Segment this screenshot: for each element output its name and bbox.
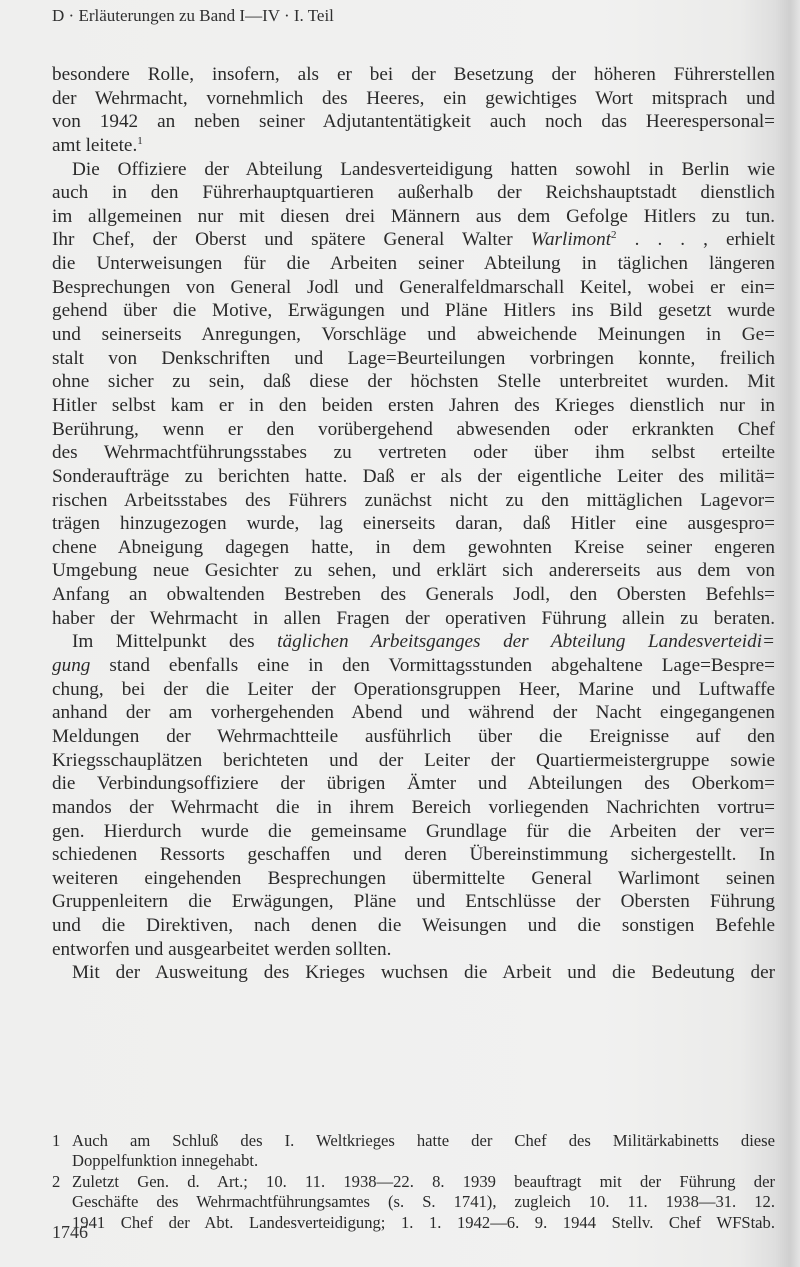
- text-line: haber der Wehrmacht in allen Fragen der operativen Führung allein zu beraten.: [52, 607, 775, 629]
- text-line: Gruppenleitern die Erwägungen, Pläne und Entschlüsse der Obersten Führung: [52, 891, 775, 913]
- text-line: Berührung, wenn er den vorübergehend abwesenden oder erkrankten Chef: [52, 418, 775, 440]
- text-line: gen. Hierdurch wurde die gemeinsame Grundlage für die Arbeiten der ver=: [52, 820, 775, 842]
- italic-phrase: täglichen Arbeitsganges der Abteilung Landesverteidi=: [277, 631, 775, 653]
- text-line: Die Offiziere der Abteilung Landesverteidigung hatten sowohl in Berlin wie: [72, 158, 775, 180]
- text-line: Mit der Ausweitung des Krieges wuchsen die Arbeit und die Bedeutung der: [72, 962, 775, 984]
- text-line: chung, bei der die Leiter der Operationsgruppen Heer, Marine und Luftwaffe: [52, 678, 775, 700]
- text-line: Besprechungen von General Jodl und Generalfeldmarschall Keitel, wobei er ein=: [52, 276, 775, 298]
- text-fragment: stand ebenfalls eine in den Vormittagsstunden abgehaltene Lage=Bespre=: [109, 655, 776, 677]
- text-line: weiteren eingehenden Besprechungen übermittelte General Warlimont seinen: [52, 867, 775, 889]
- text-line: die Verbindungsoffiziere der übrigen Ämter und Abteilungen des Oberkom=: [52, 773, 775, 795]
- text-line: anhand der am vorhergehenden Abend und während der Nacht eingegangenen: [52, 702, 775, 724]
- text-fragment: . . . , erhielt: [616, 229, 776, 251]
- text-line: trägen hinzugezogen wurde, lag einerseits daran, daß Hitler eine ausgespro=: [52, 513, 775, 535]
- footnote-1: [52, 1131, 775, 1172]
- text-line: entworfen und ausgearbeitet werden sollten.: [52, 938, 392, 960]
- paragraph: [52, 158, 775, 631]
- text-line: stalt von Denkschriften und Lage=Beurteilungen vorbringen konnte, freilich: [52, 347, 775, 369]
- text-line: rischen Arbeitsstabes des Führers zunächst nicht zu den mittäglichen Lagevor=: [52, 489, 775, 511]
- text-line: im allgemeinen nur mit diesen drei Männern aus dem Gefolge Hitlers zu tun.: [52, 205, 775, 227]
- footnote-line: 1941 Chef der Abt. Landesverteidigung; 1. 1. 1942—6. 9. 1944 Stellv. Chef WFStab.: [72, 1212, 775, 1232]
- text-line: und seinerseits Anregungen, Vorschläge und abweichende Meinungen in Ge=: [52, 324, 775, 346]
- footnote-line: Doppelfunktion innegehabt.: [72, 1151, 259, 1171]
- text-line: Umgebung neue Gesichter zu sehen, und erklärt sich andererseits aus dem von: [52, 560, 775, 582]
- text-line: gehend über die Motive, Erwägungen und Pläne Hitlers ins Bild gesetzt wurde: [52, 300, 775, 322]
- text-line: [52, 630, 775, 654]
- footnote-line: Geschäfte des Wehrmachtführungsamtes (s. S. 1741), zugleich 10. 11. 1938—31. 12.: [72, 1192, 775, 1212]
- paragraph: [52, 630, 775, 961]
- text-line: besondere Rolle, insofern, als er bei der Besetzung der höheren Führerstellen: [52, 64, 775, 85]
- text-line: der Wehrmacht, vornehmlich des Heeres, ein gewichtiges Wort mitsprach und: [52, 87, 775, 109]
- body-text: [52, 63, 775, 985]
- text-line: [52, 134, 775, 158]
- text-line: mandos der Wehrmacht die in ihrem Bereich vorliegenden Nachrichten vortru=: [52, 796, 775, 818]
- text-fragment: Ihr Chef, der Oberst und spätere General Walter: [52, 229, 513, 251]
- italic-phrase: gung: [52, 655, 91, 677]
- text-line: [52, 654, 775, 678]
- footnote-number: 1: [52, 1131, 61, 1150]
- footnote-ref[interactable]: 1: [137, 134, 143, 147]
- page-number: 1746: [52, 1222, 88, 1242]
- text-fragment: amt leitete.: [52, 134, 138, 156]
- text-line: Hitler selbst kam er in den beiden ersten Jahren des Krieges dienstlich nur in: [52, 394, 775, 416]
- footnote-2: [52, 1172, 775, 1233]
- text-line: schiedenen Ressorts geschaffen und deren Übereinstimmung sichergestellt. In: [52, 844, 775, 866]
- footnote-number: 2: [52, 1171, 61, 1191]
- paragraph: [52, 63, 775, 158]
- text-line: und die Direktiven, nach denen die Weisungen und die sonstigen Befehle: [52, 915, 775, 937]
- text-line: die Unterweisungen für die Arbeiten seiner Abteilung in täglichen längeren: [52, 253, 775, 275]
- running-head: D · Erläuterungen zu Band I—IV · I. Teil: [52, 6, 334, 25]
- text-line: von 1942 an neben seiner Adjutantentätigkeit auch noch das Heerespersonal=: [52, 111, 775, 133]
- italic-name: Warlimont: [530, 229, 612, 251]
- text-fragment: Im Mittelpunkt des: [72, 631, 255, 653]
- text-line: ohne sicher zu sein, daß diese der höchsten Stelle unterbreitet wurden. Mit: [52, 371, 775, 393]
- text-line: Kriegsschauplätzen berichteten und der Leiter der Quartiermeistergruppe sowie: [52, 749, 775, 771]
- text-line: Anfang an obwaltenden Bestreben des Generals Jodl, den Obersten Befehls=: [52, 584, 775, 606]
- footnote-line: Zuletzt Gen. d. Art.; 10. 11. 1938—22. 8. 1939 beauftragt mit der Führung der: [72, 1171, 775, 1191]
- text-line: des Wehrmachtführungsstabes zu vertreten oder über ihm selbst erteilte: [52, 442, 775, 464]
- text-line: [52, 228, 775, 252]
- footnote-ref[interactable]: 2: [611, 229, 617, 242]
- text-line: chene Abneigung dagegen hatte, in dem gewohnten Kreise seiner engeren: [52, 536, 775, 558]
- text-line: auch in den Führerhauptquartieren außerhalb der Reichshauptstadt dienstlich: [52, 182, 775, 204]
- text-line: Meldungen der Wehrmachtteile ausführlich über die Ereignisse auf den: [52, 725, 775, 747]
- footnotes: [52, 1131, 775, 1233]
- paragraph: [52, 961, 775, 985]
- footnote-line: Auch am Schluß des I. Weltkrieges hatte der Chef des Militärkabinetts diese: [72, 1131, 775, 1150]
- text-line: Sonderaufträge zu berichten hatte. Daß er als der eigentliche Leiter des militä=: [52, 465, 775, 487]
